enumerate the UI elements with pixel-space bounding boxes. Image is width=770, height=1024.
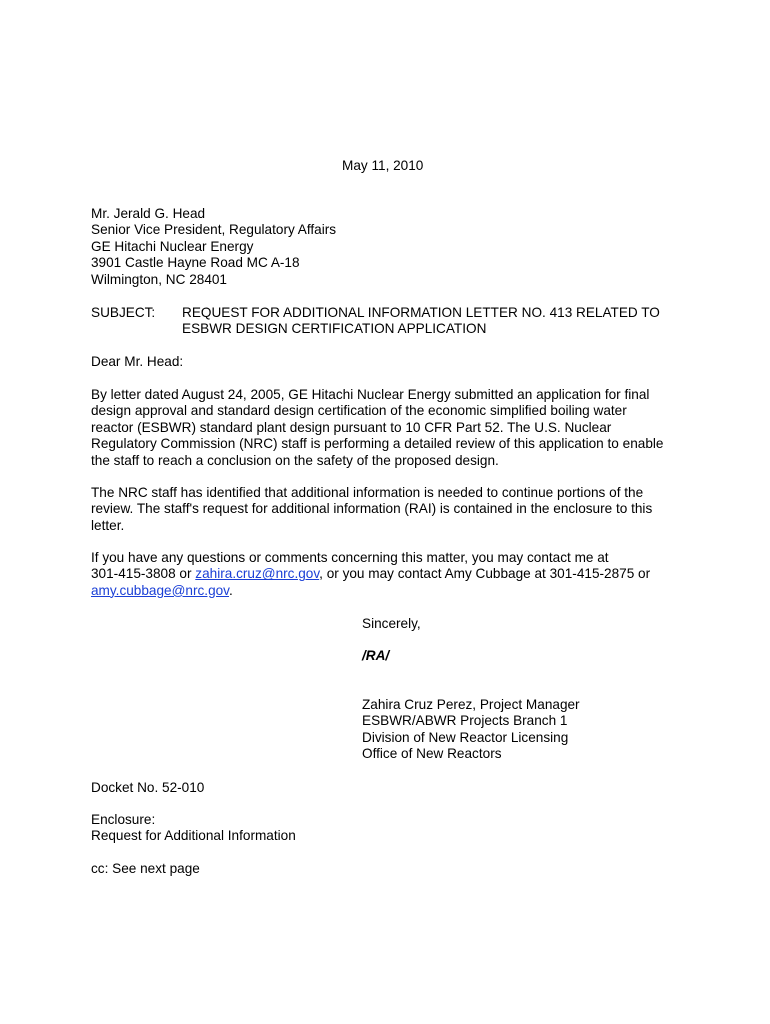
paragraph-line: By letter dated August 24, 2005, GE Hitachi Nuclear Energy submitted an application for final — [91, 387, 650, 402]
docket-number: Docket No. 52-010 — [91, 780, 205, 795]
signatory-block — [362, 697, 580, 763]
subject-text — [182, 305, 660, 338]
enclosure-label: Enclosure: — [91, 812, 156, 827]
addressee-city: Wilmington, NC 28401 — [91, 271, 227, 287]
contact-text: , or you may contact Amy Cubbage at 301-415-2875 or — [319, 566, 651, 582]
subject-label: SUBJECT: — [91, 305, 156, 320]
addressee-title: Senior Vice President, Regulatory Affairs — [91, 222, 337, 238]
paragraph-line: letter. — [91, 517, 125, 533]
phone-text: 301-415-3808 or — [91, 566, 196, 582]
signatory-division: Division of New Reactor Licensing — [362, 729, 569, 745]
paragraph-line: Regulatory Commission (NRC) staff is performing a detailed review of this application to enable — [91, 436, 664, 452]
paragraph-line: The NRC staff has identified that additional information is needed to continue portions of the — [91, 485, 644, 500]
paragraph-1 — [91, 387, 691, 469]
closing: Sincerely, — [362, 616, 421, 631]
addressee-street: 3901 Castle Hayne Road MC A-18 — [91, 255, 300, 271]
subject-line: ESBWR DESIGN CERTIFICATION APPLICATION — [182, 321, 487, 337]
paragraph-line — [91, 566, 691, 582]
email-link-zahira[interactable]: zahira.cruz@nrc.gov — [195, 566, 320, 582]
salutation: Dear Mr. Head: — [91, 354, 184, 369]
paragraph-line: If you have any questions or comments concerning this matter, you may contact me at — [91, 550, 609, 565]
paragraph-line: the staff to reach a conclusion on the safety of the proposed design. — [91, 452, 499, 468]
signature-mark: /RA/ — [362, 648, 390, 663]
cc-note: cc: See next page — [91, 861, 200, 876]
email-link-amy[interactable]: amy.cubbage@nrc.gov — [91, 582, 229, 598]
paragraph-line: review. The staff's request for additional information (RAI) is contained in the enclosure to this — [91, 501, 653, 517]
addressee-name: Mr. Jerald G. Head — [91, 206, 206, 221]
paragraph-line: design approval and standard design certification of the economic simplified boiling water — [91, 403, 627, 419]
enclosure-block — [91, 812, 296, 845]
signatory-branch: ESBWR/ABWR Projects Branch 1 — [362, 713, 568, 729]
period-text: . — [228, 582, 233, 598]
paragraph-line: reactor (ESBWR) standard plant design pursuant to 10 CFR Part 52. The U.S. Nuclear — [91, 419, 612, 435]
addressee-block — [91, 206, 336, 288]
enclosure-text: Request for Additional Information — [91, 828, 296, 844]
letter-date: May 11, 2010 — [342, 158, 424, 173]
addressee-company: GE Hitachi Nuclear Energy — [91, 238, 254, 254]
signatory-office: Office of New Reactors — [362, 746, 502, 762]
paragraph-2 — [91, 485, 691, 534]
paragraph-line — [91, 583, 691, 599]
signatory-name: Zahira Cruz Perez, Project Manager — [362, 697, 580, 712]
subject-line: REQUEST FOR ADDITIONAL INFORMATION LETTER NO. 413 RELATED TO — [182, 305, 660, 320]
paragraph-3 — [91, 550, 691, 599]
